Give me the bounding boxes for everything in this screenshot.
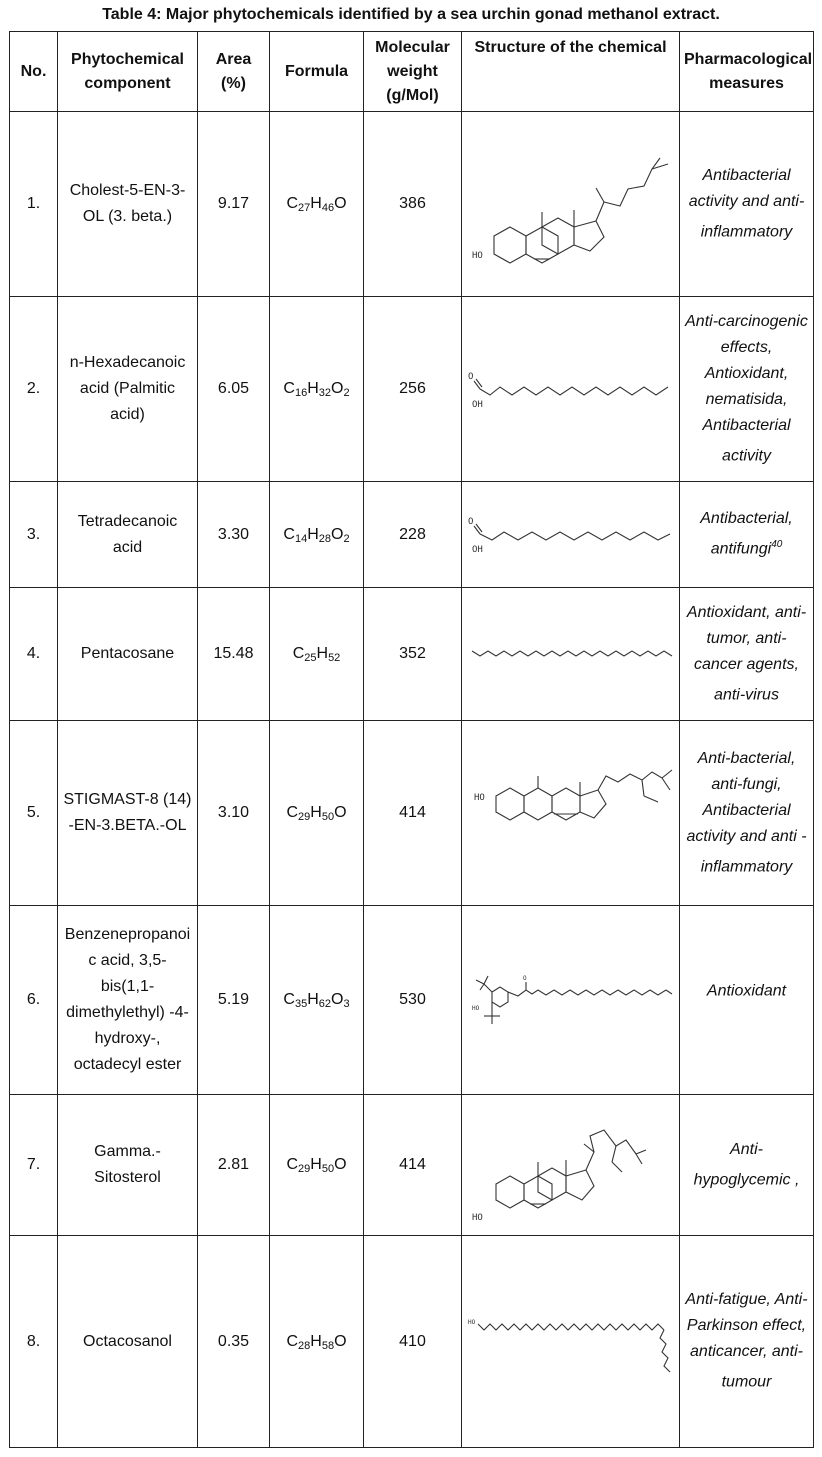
area-percent-text: 3.30 [217, 525, 250, 543]
formula-element: O [331, 525, 344, 543]
pharmacological-measures-text: Antioxidant [706, 982, 787, 1000]
structure-label: HO [473, 793, 485, 803]
component-name-text: Benzenepropanoic acid, 3,5-bis(1,1-dimethylethyl) -4-hydroxy-, octadecyl ester [64, 926, 191, 1073]
cholesterol-structure-diagram [466, 124, 676, 284]
structure-label: O [467, 516, 473, 527]
table-row [10, 721, 814, 906]
formula-element: H [307, 380, 319, 397]
row-number [10, 906, 58, 1095]
tetradecanoic-acid-structure-diagram [466, 510, 676, 560]
molecular-weight-text: 414 [399, 804, 426, 821]
area-percent [198, 297, 270, 482]
row-number [10, 1095, 58, 1236]
structure-cell [462, 588, 680, 721]
table-row [10, 297, 814, 482]
formula-subscript: 52 [328, 652, 341, 664]
formula-element: C [283, 991, 295, 1008]
header-formula: Formula [270, 32, 364, 112]
formula-subscript: 16 [294, 387, 308, 399]
pharmacological-measures-text: Anti-hypoglycemic , [693, 1140, 800, 1189]
formula-element: O [331, 991, 344, 1008]
pharmacological-measures [680, 588, 814, 721]
formula-element: H [307, 991, 319, 1008]
molecular-weight [364, 112, 462, 297]
formula-subscript: 58 [321, 1339, 335, 1352]
formula-element: H [316, 645, 329, 662]
structure-cell [462, 482, 680, 588]
molecular-weight-text: 256 [399, 380, 426, 397]
row-number-text: 7. [26, 1156, 41, 1173]
structure-label: HO [471, 1213, 483, 1223]
stigmastenol-structure-diagram [466, 758, 676, 868]
chemical-formula [270, 112, 364, 297]
structure-label: HO [471, 1005, 479, 1012]
row-number [10, 588, 58, 721]
molecular-weight [364, 297, 462, 482]
area-percent [198, 588, 270, 721]
octacosanol-structure-diagram [466, 1302, 676, 1382]
formula-element: C [283, 380, 295, 397]
molecular-weight [364, 1095, 462, 1236]
structure-cell [462, 1095, 680, 1236]
area-percent-text: 3.10 [217, 804, 250, 821]
molecular-weight [364, 906, 462, 1095]
component-name-text: Tetradecanoic acid [77, 512, 178, 556]
structure-label: O [467, 372, 473, 382]
molecular-weight [364, 588, 462, 721]
area-percent [198, 482, 270, 588]
structure-label: HO [467, 1318, 475, 1326]
table-row [10, 482, 814, 588]
component-name [58, 721, 198, 906]
component-name [58, 906, 198, 1095]
formula-subscript: 2 [343, 532, 350, 545]
formula-element: C [292, 645, 305, 662]
structure-cell [462, 906, 680, 1095]
formula-subscript: 14 [294, 532, 308, 545]
row-number [10, 482, 58, 588]
formula-subscript: 62 [318, 998, 332, 1010]
pharmacological-measures [680, 1095, 814, 1236]
pharmacological-measures-text: Anti-bacterial, anti-fungi, Antibacterial activity and anti - inflammatory [686, 749, 807, 876]
area-percent [198, 1095, 270, 1236]
component-name-text: Gamma.-Sitosterol [94, 1143, 161, 1186]
formula-element: H [310, 804, 322, 821]
area-percent-text: 0.35 [217, 1332, 250, 1350]
formula-subscript: 3 [343, 998, 350, 1010]
formula-subscript: 35 [294, 998, 308, 1010]
row-number [10, 297, 58, 482]
component-name [58, 297, 198, 482]
formula-subscript: 29 [298, 811, 311, 823]
formula-element: O [334, 1332, 347, 1350]
component-name-text: Octacosanol [83, 1332, 172, 1350]
table-row [10, 906, 814, 1095]
formula-element: C [286, 195, 299, 212]
structure-cell [462, 1236, 680, 1448]
formula-subscript: 2 [343, 387, 350, 399]
header-no: No. [10, 32, 58, 112]
header-area: Area (%) [198, 32, 270, 112]
formula-element: O [331, 380, 344, 397]
area-percent-text: 5.19 [217, 991, 250, 1008]
component-name [58, 482, 198, 588]
header-molecular-weight: Molecular weight (g/Mol) [364, 32, 462, 112]
structure-label: O [522, 975, 527, 982]
pharmacological-measures [680, 721, 814, 906]
row-number [10, 721, 58, 906]
chemical-formula [270, 588, 364, 721]
formula-subscript: 32 [318, 387, 332, 399]
component-name [58, 1095, 198, 1236]
formula-subscript: 50 [321, 811, 335, 823]
formula-element: O [334, 1156, 347, 1173]
component-name [58, 1236, 198, 1448]
chemical-formula [270, 297, 364, 482]
formula-element: C [286, 1156, 299, 1173]
chemical-formula [270, 721, 364, 906]
formula-element: H [310, 195, 322, 212]
formula-subscript: 27 [298, 202, 311, 214]
structure-label: OH [471, 400, 483, 410]
pharmacological-measures [680, 1236, 814, 1448]
component-name-text: STIGMAST-8 (14) -EN-3.BETA.-OL [63, 791, 192, 834]
pharmacological-measures-text: Anti-fatigue, Anti-Parkinson effect, anticancer, anti-tumour [685, 1291, 808, 1391]
chemical-formula [270, 482, 364, 588]
pharmacological-measures-text: Anti-carcinogenic effects, Antioxidant, nematisida, Antibacterial activity [685, 312, 808, 465]
formula-element: C [286, 1332, 299, 1350]
chemical-formula [270, 1236, 364, 1448]
component-name [58, 588, 198, 721]
chemical-formula [270, 1095, 364, 1236]
formula-element: H [307, 525, 319, 543]
component-name-text: Pentacosane [80, 645, 175, 662]
pentacosane-structure-diagram [466, 639, 676, 669]
row-number-text: 5. [26, 804, 41, 821]
formula-subscript: 28 [298, 1339, 311, 1352]
formula-subscript: 25 [304, 652, 317, 664]
component-name [58, 112, 198, 297]
molecular-weight-text: 414 [399, 1156, 426, 1173]
molecular-weight [364, 721, 462, 906]
reference-superscript: 40 [771, 539, 783, 551]
pharmacological-measures [680, 112, 814, 297]
row-number-text: 3. [26, 525, 41, 543]
pharmacological-measures-text: Antibacterial, antifungi [700, 510, 793, 558]
formula-subscript: 29 [298, 1163, 311, 1175]
row-number [10, 112, 58, 297]
row-number-text: 2. [26, 380, 41, 397]
formula-element: O [334, 804, 347, 821]
molecular-weight-text: 410 [399, 1332, 426, 1350]
area-percent-text: 6.05 [217, 380, 250, 397]
molecular-weight [364, 1236, 462, 1448]
row-number-text: 1. [26, 195, 41, 212]
component-name-text: n-Hexadecanoic acid (Palmitic acid) [69, 354, 186, 423]
row-number-text: 6. [26, 991, 41, 1008]
formula-element: C [286, 804, 299, 821]
pharmacological-measures-text: Antibacterial activity and anti-inflammatory [688, 166, 805, 241]
table-row [10, 588, 814, 721]
area-percent-text: 2.81 [217, 1156, 250, 1173]
table-caption: Table 4: Major phytochemicals identified by a sea urchin gonad methanol extract. [102, 6, 720, 23]
benzenepropanoate-structure-diagram [466, 970, 676, 1030]
area-percent [198, 112, 270, 297]
area-percent-text: 15.48 [213, 645, 254, 662]
component-name-text: Cholest-5-EN-3-OL (3. beta.) [69, 182, 186, 225]
formula-subscript: 28 [318, 532, 332, 545]
row-number-text: 4. [26, 645, 41, 662]
table-row [10, 112, 814, 297]
area-percent [198, 906, 270, 1095]
pharmacological-measures [680, 297, 814, 482]
formula-subscript: 46 [321, 202, 335, 214]
pharmacological-measures-text: Antioxidant, anti-tumor, anti-cancer agents, anti-virus [686, 603, 807, 704]
structure-cell [462, 297, 680, 482]
header-structure: Structure of the chemical [462, 32, 680, 112]
sitosterol-structure-diagram [466, 1100, 676, 1230]
table-row [10, 1095, 814, 1236]
formula-element: H [310, 1332, 322, 1350]
structure-label: OH [471, 544, 483, 555]
row-number [10, 1236, 58, 1448]
header-pharmacological: Pharmacological measures [680, 32, 814, 112]
row-number-text: 8. [26, 1332, 41, 1350]
structure-label: HO [471, 251, 483, 261]
formula-element: O [334, 195, 347, 212]
hexadecanoic-acid-structure-diagram [466, 359, 676, 419]
molecular-weight-text: 228 [399, 525, 426, 543]
molecular-weight [364, 482, 462, 588]
phytochemicals-table [9, 31, 814, 1448]
molecular-weight-text: 386 [399, 195, 426, 212]
area-percent [198, 1236, 270, 1448]
formula-element: C [283, 525, 295, 543]
header-component: Phytochemical component [58, 32, 198, 112]
area-percent-text: 9.17 [217, 195, 250, 212]
structure-cell [462, 112, 680, 297]
pharmacological-measures [680, 482, 814, 588]
molecular-weight-text: 530 [399, 991, 426, 1008]
pharmacological-measures [680, 906, 814, 1095]
chemical-formula [270, 906, 364, 1095]
molecular-weight-text: 352 [399, 645, 426, 662]
table-row [10, 1236, 814, 1448]
formula-element: H [310, 1156, 322, 1173]
header-row [10, 32, 814, 112]
formula-subscript: 50 [321, 1163, 335, 1175]
area-percent [198, 721, 270, 906]
structure-cell [462, 721, 680, 906]
